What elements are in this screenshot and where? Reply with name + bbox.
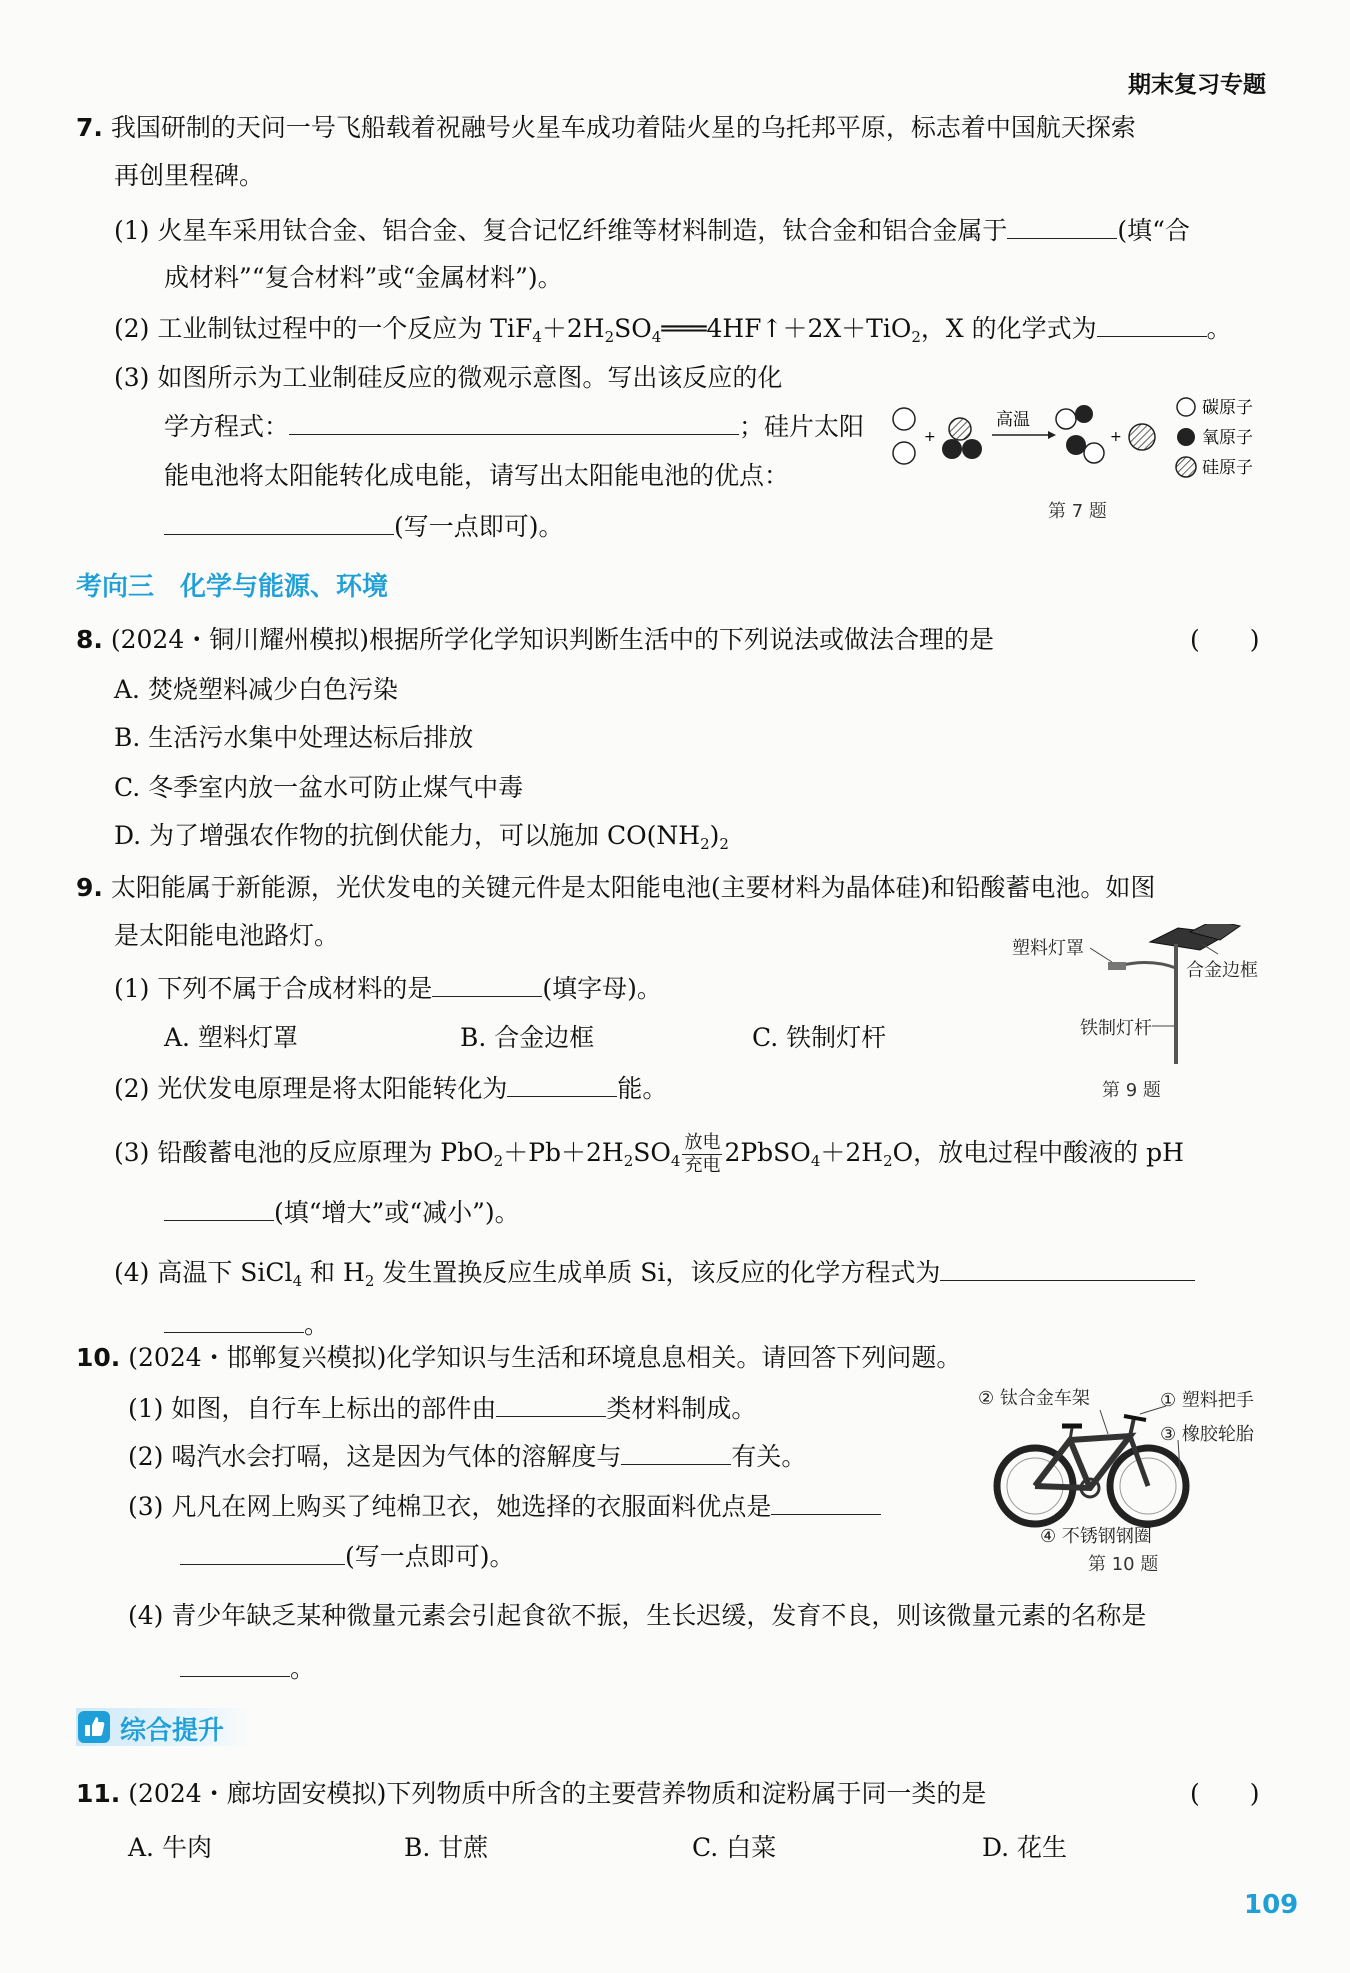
carbon-atom: [1084, 443, 1104, 463]
label-titanium-frame: ② 钛合金车架: [978, 1388, 1090, 1409]
silicon-atom: [1129, 424, 1155, 450]
q9-option-b[interactable]: B. 合金边框: [460, 1023, 595, 1052]
q8-option-b[interactable]: B. 生活污水集中处理达标后排放: [114, 723, 474, 752]
sub: 2: [883, 1152, 893, 1170]
q7-text: [76, 112, 1136, 144]
label-rubber-tire: ③ 橡胶轮胎: [1160, 1424, 1254, 1445]
thumbs-up-glyph: [78, 1711, 110, 1743]
discharge-label: 放电: [684, 1132, 721, 1153]
q10-part1-text: 类材料制成。: [606, 1394, 757, 1423]
q10-part3: [128, 1490, 881, 1523]
q10-caption: 第 10 题: [1088, 1554, 1159, 1575]
q7-stem-line2: 再创里程碑。: [114, 161, 265, 190]
q9-part3-text: ＋2H: [820, 1138, 884, 1167]
q8-option-c[interactable]: C. 冬季室内放一盆水可防止煤气中毒: [114, 773, 524, 802]
thumbs-up-icon: [78, 1711, 110, 1743]
sub: 4: [292, 1272, 303, 1290]
reversible-arrow: [682, 1132, 722, 1177]
q9-part3-blank[interactable]: [164, 1196, 274, 1221]
q9-stem-line2: 是太阳能电池路灯。: [114, 921, 340, 950]
q7-part1-cont: 成材料”“复合材料”或“金属材料”)。: [164, 263, 563, 292]
q7-part3-blank2[interactable]: [164, 510, 394, 535]
oxygen-atom: [1066, 435, 1086, 455]
carbon-atom: [893, 442, 915, 464]
q9-option-c[interactable]: C. 铁制灯杆: [752, 1023, 887, 1052]
oxygen-atom: [962, 439, 982, 459]
q7-part2-text: ═══4HF↑＋2X＋TiO: [661, 314, 912, 343]
q10-part3-cont: [180, 1540, 515, 1573]
lamp-head: [1108, 962, 1126, 970]
q10-part1-text: (1) 如图，自行车上标出的部件由: [128, 1394, 497, 1423]
q10-part4-cont: [180, 1652, 315, 1685]
sub: 2: [493, 1152, 504, 1170]
q11-option-a[interactable]: A. 牛肉: [128, 1833, 212, 1862]
q7-caption: 第 7 题: [1048, 501, 1107, 522]
legend-carbon: 碳原子: [1202, 398, 1253, 418]
q9-part4-blank2[interactable]: [164, 1308, 304, 1333]
q9-part4: [114, 1256, 1195, 1297]
sub: 2: [364, 1272, 375, 1290]
q7-part2-blank[interactable]: [1097, 312, 1207, 337]
header-title: 期末复习专题: [1128, 72, 1266, 98]
q9-part1-text: (1) 下列不属于合成材料的是: [114, 974, 433, 1003]
leader-line: [1090, 948, 1112, 962]
q8-stem-text: (2024・铜川耀州模拟)根据所学化学知识判断生活中的下列说法或做法合理的是: [110, 625, 994, 654]
carbon-atom: [1056, 409, 1076, 429]
sub: 4: [651, 328, 662, 346]
q9-stem-text: 太阳能属于新能源，光伏发电的关键元件是太阳能电池(主要材料为晶体硅)和铅酸蓄电池。如图: [110, 873, 1156, 902]
label-plastic-lamp-cover: 塑料灯罩: [1012, 938, 1084, 959]
q7-part2-text: 。: [1206, 314, 1232, 343]
silicon-atom: [949, 418, 971, 440]
label-alloy-frame: 合金边框: [1186, 960, 1258, 981]
q10-part4: (4) 青少年缺乏某种微量元素会引起食欲不振，生长迟缓，发育不良，则该微量元素的名称是: [128, 1601, 1147, 1630]
q7-part1-text: (1) 火星车采用钛合金、铝合金、复合记忆纤维等材料制造，钛合金和铝合金属于: [114, 216, 1008, 245]
sub: 4: [670, 1152, 681, 1170]
section-banner-title: 综合提升: [120, 1716, 225, 1746]
q10-stem: [76, 1342, 961, 1374]
q11-option-d[interactable]: D. 花生: [982, 1833, 1068, 1862]
q7-part2: [114, 312, 1232, 353]
q10-part3-blank2[interactable]: [180, 1540, 345, 1565]
q7-part3-line1: (3) 如图所示为工业制硅反应的微观示意图。写出该反应的化: [114, 363, 783, 392]
q10-part4-text: 。: [290, 1654, 316, 1683]
q9-part3-text: O，放电过程中酸液的 pH: [892, 1138, 1184, 1167]
legend-silicon-icon: [1176, 457, 1196, 477]
q9-part3-cont: [164, 1196, 520, 1229]
q10-part2-text: 有关。: [731, 1442, 807, 1471]
q7-part1-hint: (填“合: [1117, 216, 1190, 245]
q10-part3-text: (写一点即可)。: [345, 1542, 515, 1571]
q8-option-a[interactable]: A. 焚烧塑料减少白色污染: [114, 675, 398, 704]
q10-part2-blank[interactable]: [621, 1440, 731, 1465]
label-steel-rim: ④ 不锈钢钢圈: [1040, 1526, 1152, 1547]
q9-part3-text: (填“增大”或“减小”)。: [274, 1198, 520, 1227]
charge-label: 充电: [684, 1155, 721, 1176]
q8-number: 8.: [76, 625, 103, 654]
q9-number: 9.: [76, 873, 103, 902]
q10-part1-blank[interactable]: [496, 1392, 606, 1417]
q9-caption: 第 9 题: [1102, 1080, 1161, 1101]
sub: 4: [810, 1152, 821, 1170]
q10-part2-text: (2) 喝汽水会打嗝，这是因为气体的溶解度与: [128, 1442, 622, 1471]
plus-sign: +: [1110, 429, 1122, 445]
section-heading: 考向三 化学与能源、环境: [76, 572, 389, 602]
q9-part1: [114, 972, 662, 1005]
label-iron-pole: 铁制灯杆: [1080, 1018, 1152, 1039]
q7-part1: [114, 214, 1190, 247]
q9-part2: [114, 1072, 667, 1105]
seat-post: [1070, 1428, 1072, 1440]
legend-oxygen: 氧原子: [1202, 428, 1253, 448]
q9-part4-text: (4) 高温下 SiCl: [114, 1258, 293, 1287]
q10-number: 10.: [76, 1343, 121, 1372]
sub: 2: [700, 835, 710, 853]
q10-part3-blank1[interactable]: [771, 1490, 881, 1515]
q9-part3-text: 2PbSO: [724, 1138, 811, 1167]
sub: 2: [604, 328, 615, 346]
page-number: 109: [1244, 1890, 1299, 1920]
carbon-atom: [893, 408, 915, 430]
fork: [1130, 1436, 1148, 1486]
q11-stem: [76, 1778, 986, 1810]
legend-silicon: 硅原子: [1202, 458, 1253, 478]
q9-part3-text: SO: [633, 1138, 671, 1167]
q9-part4-text: 。: [304, 1310, 330, 1339]
handlebar: [1124, 1416, 1146, 1420]
leader-line: [1202, 944, 1218, 954]
q9-part4-text: 和 H: [302, 1258, 365, 1287]
oxygen-atom: [1075, 405, 1093, 423]
q9-part3: [114, 1132, 1184, 1177]
q9-part1-text: (填字母)。: [542, 974, 662, 1003]
label-plastic-grip: ① 塑料把手: [1160, 1390, 1254, 1411]
q11-answer-paren[interactable]: ( ): [1190, 1779, 1260, 1808]
q11-option-c[interactable]: C. 白菜: [692, 1833, 777, 1862]
q11-option-b[interactable]: B. 甘蔗: [404, 1833, 489, 1862]
q9-stem-line1: [76, 872, 1155, 904]
q9-streetlamp-illustration: [1090, 924, 1280, 1074]
reaction-arrowhead: [1048, 431, 1056, 439]
sub: 2: [911, 328, 921, 346]
q7-part2-text: ＋2H: [541, 314, 605, 343]
q7-part3-line4: [164, 510, 564, 543]
q7-part1-blank[interactable]: [1007, 214, 1117, 239]
q8-option-d-text: ): [709, 821, 720, 850]
q9-part2-text: 能。: [617, 1074, 668, 1103]
plus-sign: +: [924, 429, 936, 445]
q9-part3-text: (3) 铅酸蓄电池的反应原理为 PbO: [114, 1138, 494, 1167]
q10-part1: [128, 1392, 756, 1425]
q9-part1-blank[interactable]: [432, 972, 542, 997]
q9-option-a[interactable]: A. 塑料灯罩: [164, 1023, 298, 1052]
oxygen-atom: [942, 439, 962, 459]
q9-part2-text: (2) 光伏发电原理是将太阳能转化为: [114, 1074, 508, 1103]
leader-line: [1100, 1410, 1108, 1434]
sub: 2: [719, 835, 729, 853]
q10-part2: [128, 1440, 806, 1473]
legend-oxygen-icon: [1177, 428, 1195, 446]
q10-part4-blank[interactable]: [180, 1652, 290, 1677]
q7-part2-text: ，X 的化学式为: [920, 314, 1097, 343]
q9-part4-text: 发生置换反应生成单质 Si，该反应的化学方程式为: [374, 1258, 941, 1287]
q7-part2-text: (2) 工业制钛过程中的一个反应为 TiF: [114, 314, 533, 343]
arrow-label: 高温: [996, 410, 1030, 430]
q9-part2-blank[interactable]: [507, 1072, 617, 1097]
q11-stem-text: (2024・廊坊固安模拟)下列物质中所含的主要营养物质和淀粉属于同一类的是: [128, 1779, 987, 1808]
q7-part3-text: (写一点即可)。: [394, 512, 564, 541]
q7-stem-line1: 我国研制的天问一号飞船载着祝融号火星车成功着陆火星的乌托邦平原，标志着中国航天探索: [110, 113, 1136, 142]
q11-number: 11.: [76, 1779, 121, 1808]
q7-part3-line3: 能电池将太阳能转化成电能，请写出太阳能电池的优点：: [164, 461, 790, 490]
q7-part3-text: 学方程式：: [164, 412, 290, 441]
q7-number: 7.: [76, 113, 103, 142]
q8-option-d-text: D. 为了增强农作物的抗倒伏能力，可以施加 CO(NH: [114, 821, 701, 850]
q9-part4-blank1[interactable]: [940, 1256, 1195, 1281]
sub: 2: [623, 1152, 634, 1170]
q10-part3-text: (3) 凡凡在网上购买了纯棉卫衣，她选择的衣服面料优点是: [128, 1492, 772, 1521]
q7-part2-text: SO: [614, 314, 652, 343]
q7-part3-blank1[interactable]: [289, 410, 739, 435]
q8-answer-paren[interactable]: ( ): [1190, 625, 1260, 654]
section-banner: [76, 1708, 252, 1746]
q7-part3-text: ；硅片太阳: [739, 412, 865, 441]
q7-part3-line2: [164, 410, 864, 443]
lamp-arm: [1118, 962, 1176, 968]
sub: 4: [532, 328, 542, 346]
q9-part4-cont: [164, 1308, 329, 1341]
q8-stem: [76, 624, 994, 656]
q9-part3-text: ＋Pb＋2H: [503, 1138, 624, 1167]
q8-option-d[interactable]: [114, 820, 729, 860]
q10-stem-text: (2024・邯郸复兴模拟)化学知识与生活和环境息息相关。请回答下列问题。: [128, 1343, 962, 1372]
legend-carbon-icon: [1177, 398, 1195, 416]
